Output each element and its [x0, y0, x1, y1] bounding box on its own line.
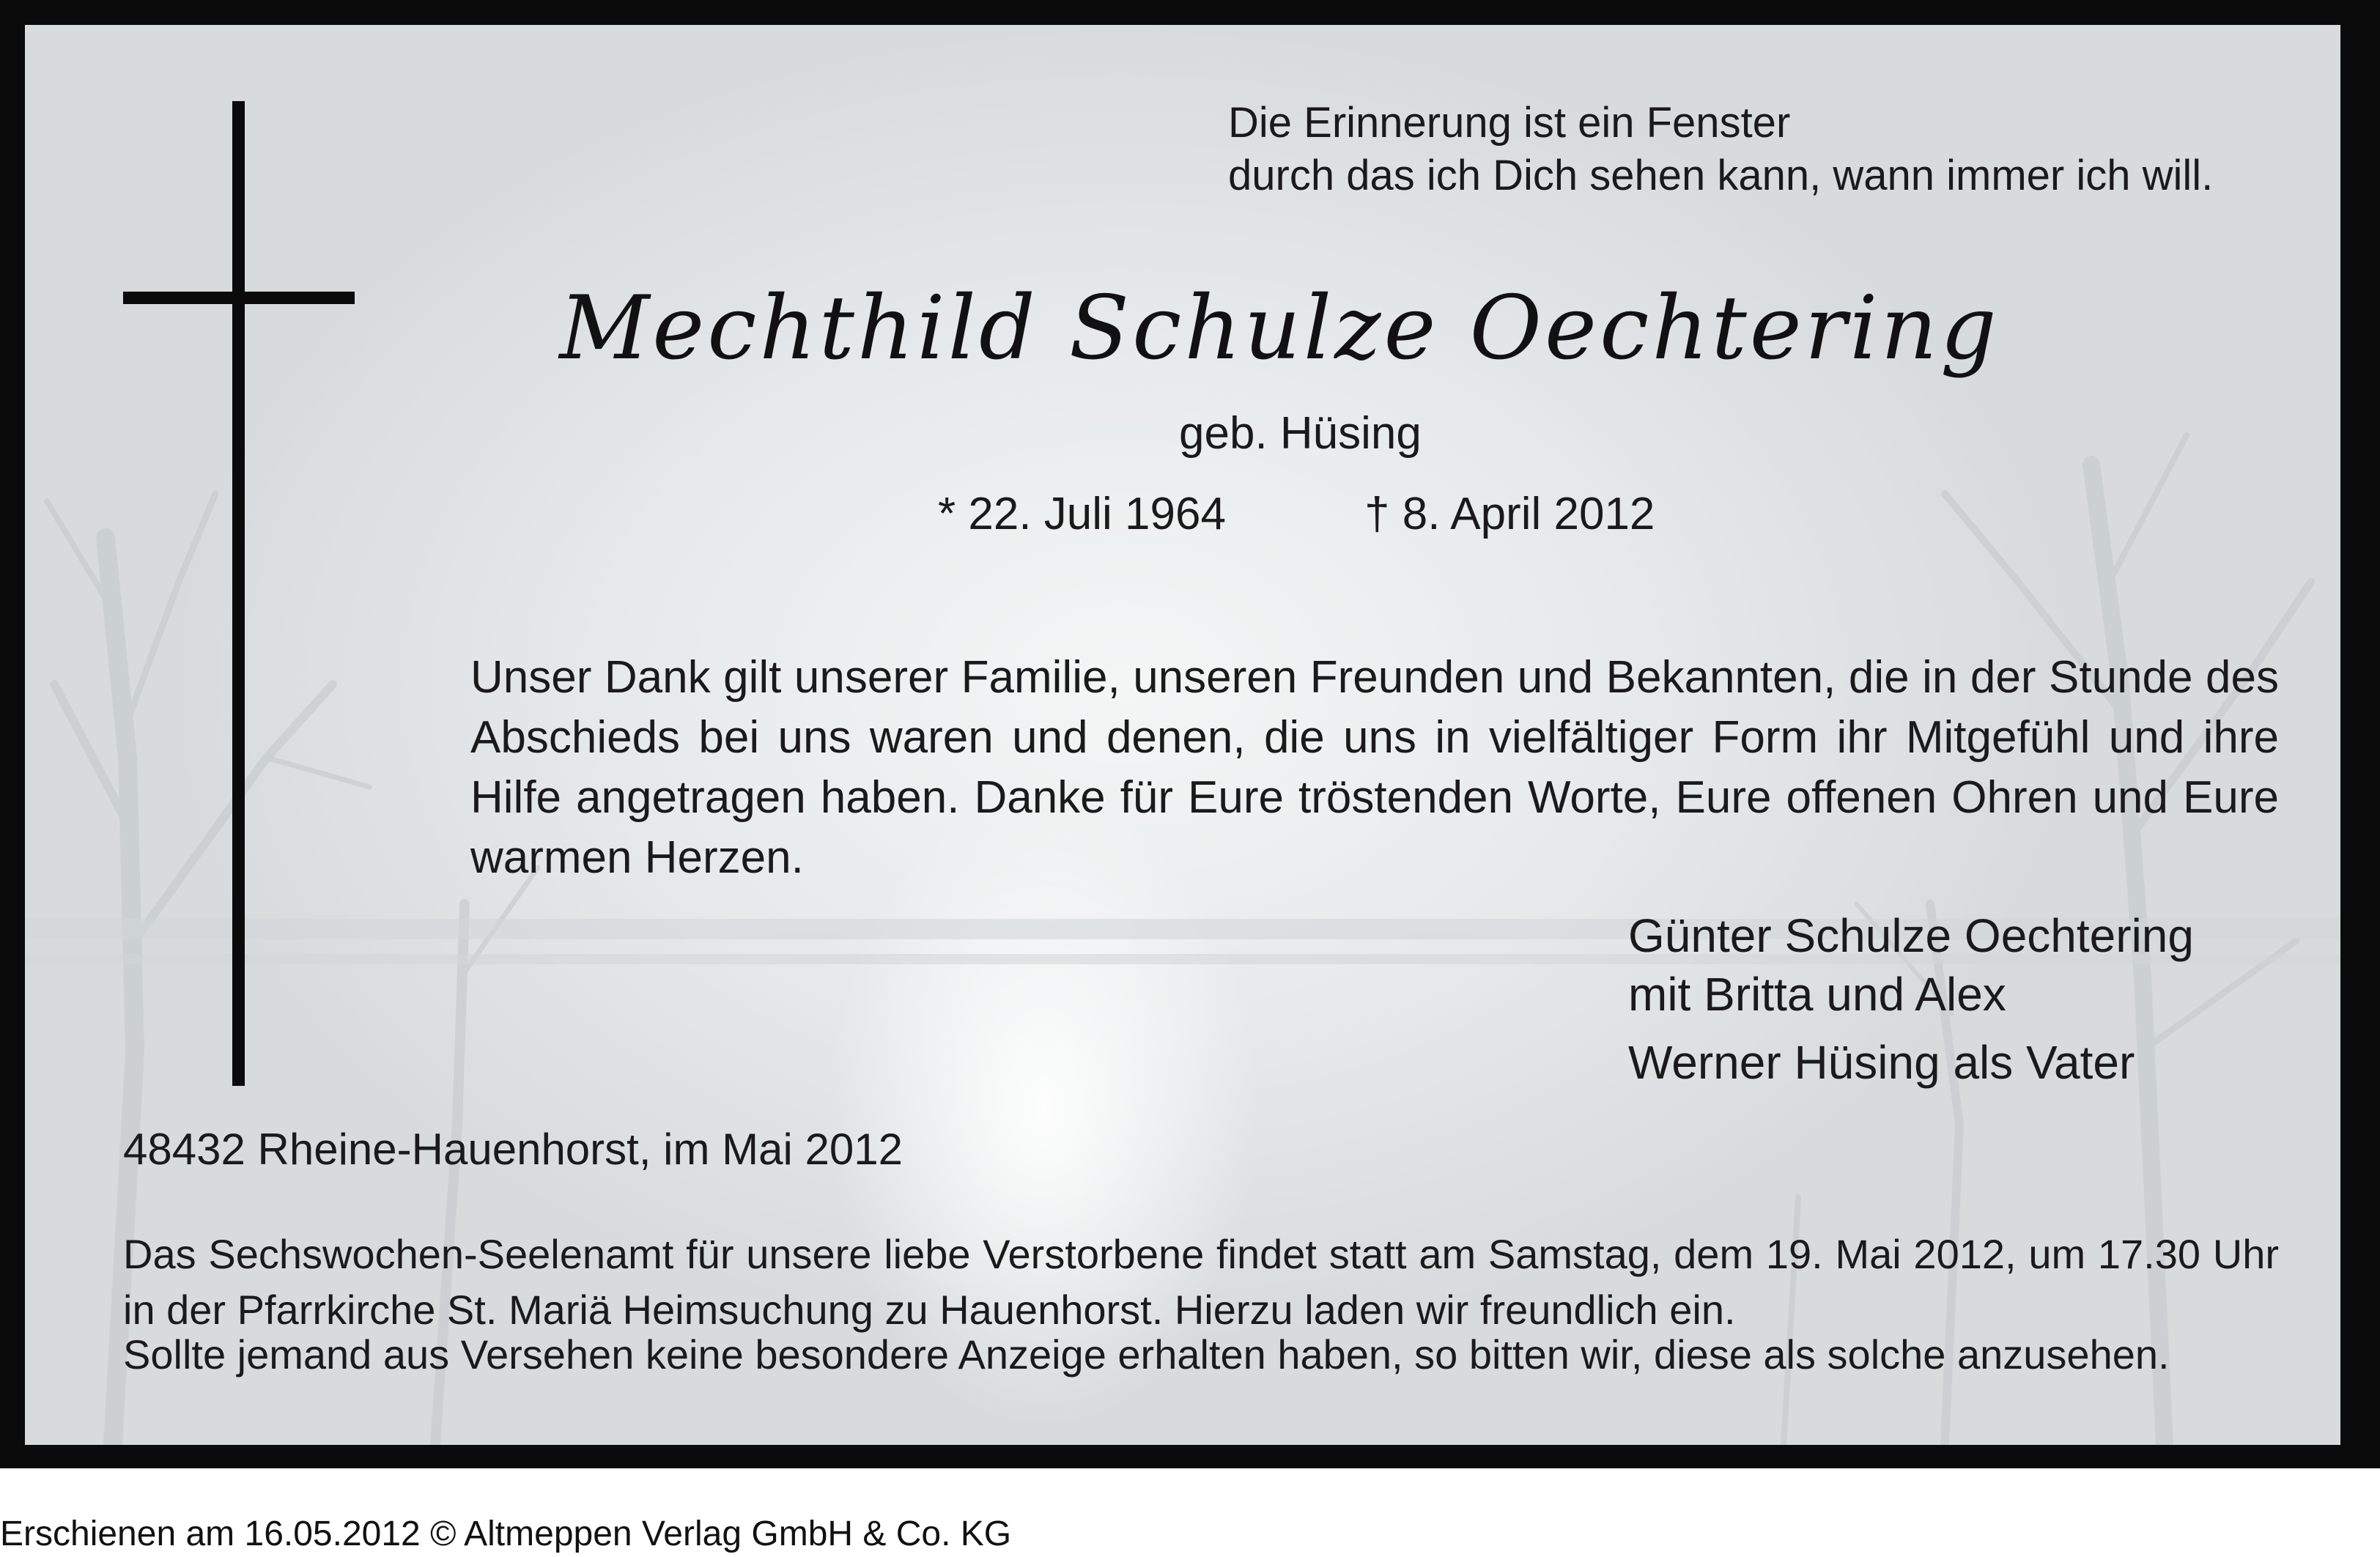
notice-text: Sollte jemand aus Versehen keine besondere Anzeige erhalten haben, so bitten wir, diese als solche anzusehen.	[123, 1331, 2170, 1377]
motto-line-1: Die Erinnerung ist ein Fenster	[1228, 99, 1791, 147]
deceased-name-text: Mechthild Schulze Oechtering	[559, 278, 2000, 380]
birth-name: geb. Hüsing	[1179, 408, 1422, 459]
service-info: Das Sechswochen-Seelenamt für unsere liebe Verstorbene findet statt am Samstag, dem 19. Mai 2012, um 17.30 Uhr in der Pfarrkirche St. Mariä Heimsuchung zu Hauenhorst. Hierzu laden wir freundlich ein.	[123, 1231, 2279, 1333]
death-date: † 8. April 2012	[1364, 489, 1655, 539]
thanks-paragraph: Unser Dank gilt unserer Familie, unseren Freunden und Bekannten, die in der Stunde des Abschieds bei uns waren und denen, die uns in vielfältiger Form ihr Mitgefühl und ihre Hilfe angetragen haben. Danke für Eure tröstenden Worte, Eure offenen Ohren und Eure warmen Herzen.	[470, 652, 2279, 883]
signatory-line-1: Günter Schulze Oechtering	[1628, 909, 2194, 962]
signatory-line-3	[1628, 1033, 2135, 1092]
obituary-panel	[25, 25, 2340, 1445]
cross-icon	[232, 101, 245, 1086]
place-date: 48432 Rheine-Hauenhorst, im Mai 2012	[123, 1125, 903, 1174]
motto-line-2: durch das ich Dich sehen kann, wann immer ich will.	[1228, 152, 2214, 199]
signatory-name: Werner Hüsing	[1628, 1036, 1940, 1089]
publication-footer: Erschienen am 16.05.2012 © Altmeppen Verlag GmbH & Co. KG	[0, 1515, 1012, 1553]
motto-quote	[1228, 97, 2213, 202]
deceased-name	[25, 274, 2340, 384]
birth-date: * 22. Juli 1964	[938, 489, 1226, 539]
signatory-role: als Vater	[1953, 1036, 2135, 1089]
signatory-line-2: mit Britta und Alex	[1628, 968, 2006, 1021]
